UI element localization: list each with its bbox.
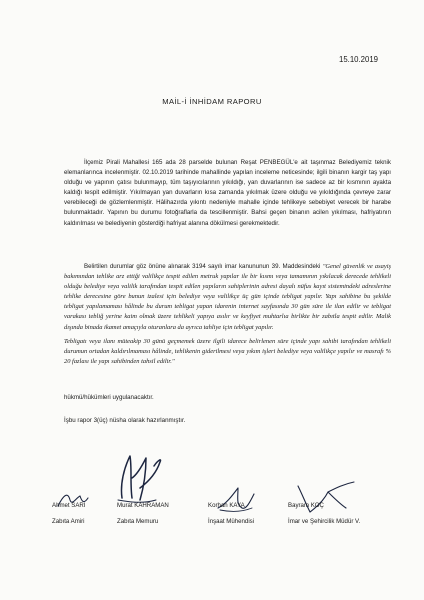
signatory-3 (208, 502, 254, 525)
signatory-name: Bayram KOÇ (288, 502, 324, 509)
signatory-name: Ahmet SARI (52, 502, 86, 509)
signatory-role: Zabıta Amiri (52, 518, 85, 525)
paragraph-law-reference (64, 262, 391, 333)
signatory-name: Korhan KAYA (208, 502, 245, 509)
law-intro-text: Belirtilen durumlar göz önüne alınarak 3194 sayılı imar kanununun 39. Maddesindeki (84, 263, 323, 270)
paragraph-law-quote-continued: Tebligatı veya ilanı müteakip 30 günü geçmemek üzere ilgili idarece belirlenen süre içinde yapı sahibi tarafından tehlikeli durumun ortadan kaldırılmaması hâlinde, tehlikenin giderilmesi veya yıkım işleri belediye veya valilikçe yapılır ve masrafı % 20 fazlası ile yapı sahibinden tahsil edilir." (64, 338, 391, 366)
signatory-role: İnşaat Mühendisi (208, 518, 255, 525)
signatory-role: İmar ve Şehircilik Müdür V. (288, 518, 361, 525)
paragraph-inspection: İlçemiz Pirali Mahallesi 165 ada 28 parselde bulunan Reşat PENBEGÜL'e ait taşınmaz Belediyemiz teknik elemanlarınca incelenmiştir. 02.10.2019 tarihinde mahallinde yapılan inceleme neticesinde; ilgili binanın kargir taş yapı olduğu ve yapının çatısı bulunmayıp, tüm taşıyıcılarının yıkıldığı, yan duvarlarının ise sadece az bir kısmının ayakta kaldığı tespit edilmiştir. Yıkılmayan yan duvarların kısa zamanda yıkılmak üzere olduğu ve yıkıldığında çevreye zarar verebileceği de gözlemlenmiştir. Hâlihazırda yıkıntı nedeniyle mahalle içinde tehlikeye sebebiyet verecek bir harabe bulunmaktadır. Yapının bu durumu fotoğraflarla da tescillenmiştir. Bahsi geçen binanın acilen yıkılması, hafriyatının kaldırılması ve belediyenin gösterdiği hafriyat alanına dökülmesi gerekmektedir. (64, 159, 391, 227)
signatory-2 (117, 502, 169, 525)
signature-murat-kahraman (110, 448, 172, 508)
signatory-1 (52, 502, 86, 525)
paragraph-copies: İşbu rapor 3(üç) nüsha olarak hazırlanmıştır. (64, 417, 186, 424)
signatory-role: Zabıta Memuru (117, 518, 159, 525)
signatory-4 (288, 502, 360, 525)
report-date: 15.10.2019 (339, 55, 379, 64)
law-quote-text: "Genel güvenlik ve asayiş bakımından tehlike arz ettiği valilikçe tespit edilen metruk yapılar ile bir kısmı veya tamamının yıkılacak derecede tehlikeli olduğu belediye veya valilik tarafından tespit edilen yapıların sahiplerinin adresi dayalı nüfus kayıt sistemindeki adreslerine tehlike derecesine göre bunun izalesi için belediye veya valilikçe üç gün içinde tebligat yapılır. Yapı sahibine bu şekilde tebligat yapılamaması hâlinde bu durum tebligat yapan idarenin internet sayfasında 30 gün süre ile ilan edilir ve tebligat varakası tebliğ yerine kaim olmak üzere tehlikeli yapıya asılır ve keyfiyet muhtarlıa birlikte bir zabıtla tespit edilir. Malik dışında binada ikamet amaçıyla oturanlara da ayrıca tahliye için tebligat yapılır. (64, 263, 391, 331)
paragraph-applied-provisions: hükmü/hükümleri uygulanacaktır. (64, 394, 154, 401)
signatory-name: Murat KAHRAMAN (117, 502, 169, 509)
report-title: MAİL-İ İNHİDAM RAPORU (162, 97, 262, 106)
